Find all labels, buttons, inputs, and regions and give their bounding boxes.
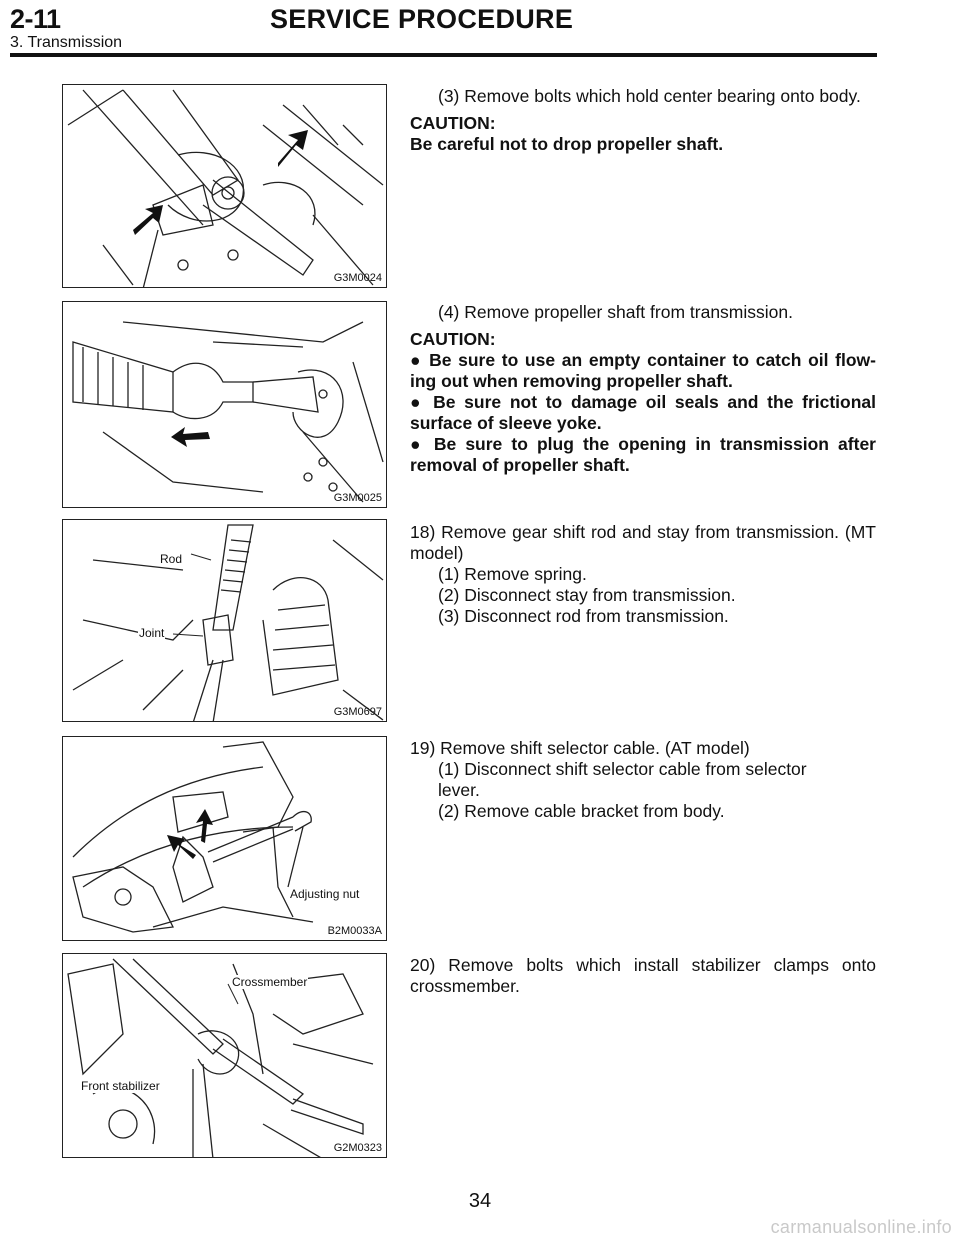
caution-title: CAUTION: (410, 329, 496, 349)
step-text: (4) Remove propeller shaft from transmission. (438, 302, 793, 322)
substep: (3) Disconnect rod from transmission. (438, 606, 729, 626)
figure-propeller-shaft (62, 301, 387, 508)
figure-caption: G3M0697 (333, 706, 382, 718)
page-title: SERVICE PROCEDURE (270, 4, 574, 34)
caution-text: Be careful not to drop propeller shaft. (410, 134, 724, 154)
step-title: 19) Remove shift selector cable. (AT model) (410, 738, 750, 758)
step-remove-center-bearing (410, 86, 876, 155)
step-remove-propeller-shaft (410, 302, 876, 476)
figure-center-bearing (62, 84, 387, 288)
figure-caption: G3M0024 (333, 272, 382, 284)
figure-stabilizer (62, 953, 387, 1158)
substep: (1) Disconnect shift selector cable from selector lever. (438, 759, 807, 800)
gear-shift-rod-illustration (63, 520, 387, 722)
caution-bullet: ● Be sure to use an empty container to catch oil flow-ing out when removing propeller shaft. (410, 350, 877, 391)
caution-title: CAUTION: (410, 113, 496, 133)
bullet-icon: ● (410, 434, 434, 454)
bullet-icon: ● (410, 350, 430, 370)
selector-cable-illustration (63, 737, 387, 941)
label-crossmember: Crossmember (232, 975, 308, 989)
step-title: 18) Remove gear shift rod and stay from transmission. (MT model) (410, 522, 876, 563)
arrow-icon (171, 427, 210, 447)
step-title: 20) Remove bolts which install stabilizer clamps onto crossmember. (410, 955, 876, 996)
bullet-icon: ● (410, 392, 434, 412)
step-text: (3) Remove bolts which hold center bearing onto body. (438, 86, 861, 106)
label-joint: Joint (139, 626, 165, 640)
caution-bullet: ● Be sure to plug the opening in transmission after removal of propeller shaft. (410, 434, 876, 475)
stabilizer-illustration (63, 954, 387, 1158)
watermark: carmanualsonline.info (770, 1217, 952, 1237)
section-subtitle: 3. Transmission (10, 34, 123, 51)
substep: (2) Disconnect stay from transmission. (438, 585, 736, 605)
figure-gear-shift-rod (62, 519, 387, 722)
caution-bullet: ● Be sure not to damage oil seals and the frictional surface of sleeve yoke. (410, 392, 877, 433)
label-adjusting-nut: Adjusting nut (290, 887, 360, 901)
header-rule (10, 53, 877, 57)
figure-caption: G2M0323 (333, 1142, 382, 1154)
center-bearing-illustration (63, 85, 387, 288)
arrow-icon (278, 130, 308, 167)
label-rod: Rod (160, 552, 183, 566)
substep: (2) Remove cable bracket from body. (438, 801, 725, 821)
page-number: 34 (468, 1190, 492, 1212)
figure-caption: G3M0025 (333, 492, 382, 504)
label-front-stabilizer: Front stabilizer (81, 1079, 160, 1093)
step-remove-gear-shift-rod (410, 522, 876, 627)
step-remove-selector-cable (410, 738, 876, 822)
propeller-shaft-illustration (63, 302, 387, 508)
substep: (1) Remove spring. (438, 564, 587, 584)
figure-caption: B2M0033A (327, 925, 382, 937)
figure-shift-selector-cable (62, 736, 387, 941)
step-remove-stabilizer-bolts (410, 955, 876, 997)
section-code: 2-11 (10, 4, 61, 34)
